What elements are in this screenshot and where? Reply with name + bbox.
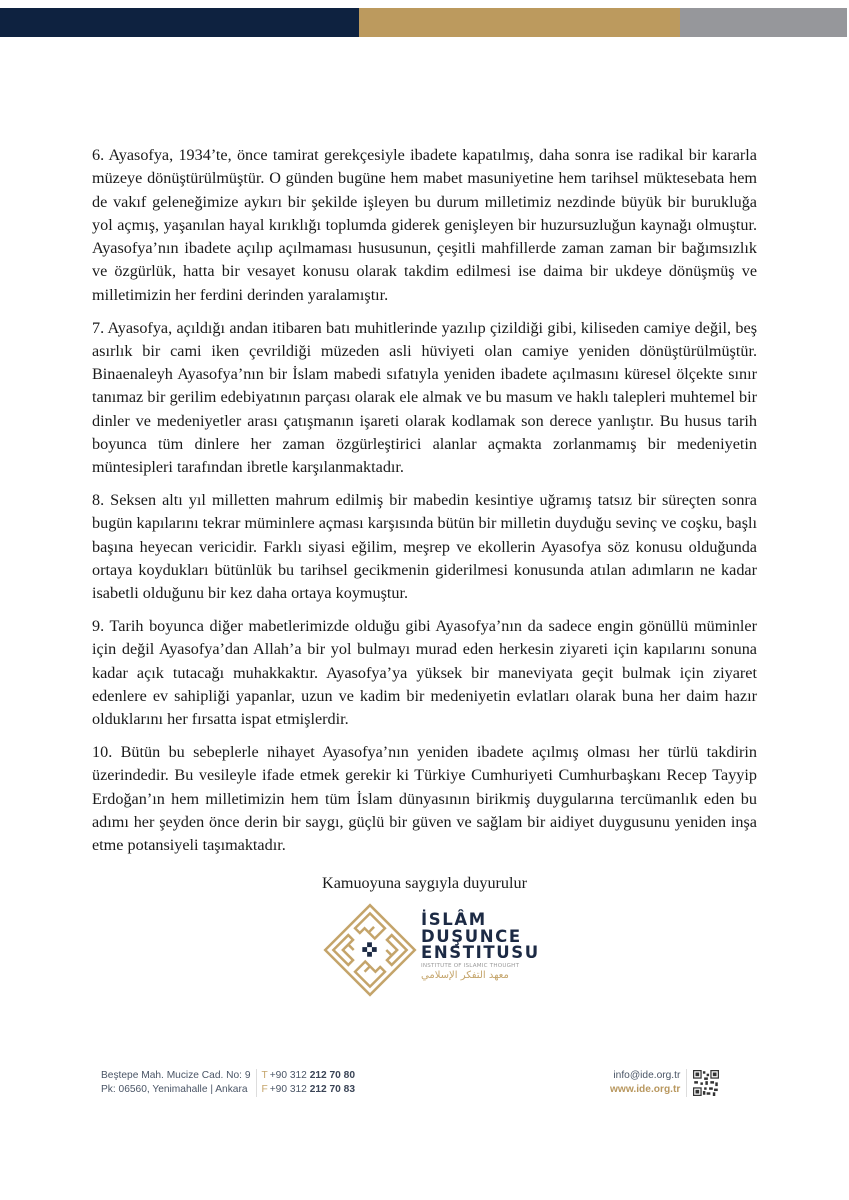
footer-fax [262,1083,356,1097]
header-color-bar [0,8,847,37]
fax-prefix: +90 312 [269,1084,307,1095]
footer-phone [262,1069,356,1083]
logo-arabic-name: معهد التفكر الإسلامي [421,969,509,981]
logo-line-enstitusu: ENSTITUSU [421,943,540,962]
closing-statement: Kamuoyuna saygıyla duyurulur [322,874,527,892]
header-bar-gold [359,8,680,37]
paragraph-6: 6. Ayasofya, 1934’te, önce tamirat gerekçesiyle ibadete kapatılmış, daha sonra ise radikal bir kararla müzeye dönüştürülmüştür. O günden bugüne hem mabet masuniyetine hem tarihsel müktesebata hem de vakıf geleneğimize aykırı bir şekilde işleyen bu durum milletimiz nezdinde büyük bir burukluğa yol açmış, yaşanılan hayal kırıklığı toplumda giderek genişleyen bir huzursuzluğun kaynağı olmuştur. Ayasofya’nın ibadete açılıp açılmaması hususunun, çeşitli mahfillerde zaman zaman bir bağımsızlık ve özgürlük, hatta bir vesayet konusu olarak takdim edilmesi ise daima bir ukdeye dönüşmüş ve milletimizin her ferdini derinden yaralamıştır. [92,146,757,304]
kufic-square-logo-icon [322,902,418,998]
qr-code-icon [693,1070,719,1096]
footer-email-link[interactable]: info@ide.org.tr [613,1070,681,1081]
document-body [92,144,757,867]
phone-label: T [261,1070,268,1081]
institute-logo [322,902,540,1000]
footer-website-link[interactable]: www.ide.org.tr [610,1084,681,1095]
fax-label: F [261,1084,268,1095]
paragraph-7: 7. Ayasofya, açıldığı andan itibaren batı muhitlerinde yazılıp çizildiği gibi, kiliseden camiye değil, beş asırlık bir cami iken çevrildiği müzeden asli hüviyeti olan camiye yeniden dönüştürülmüştür. Binaenaleyh Ayasofya’nın bir İslam mabedi sıfatıyla yeniden ibadete açılmasını küresel ölçekte sınır tanımaz bir gerilim edebiyatının parçası olarak ele almak ve bu masum ve haklı talepleri muhtemel bir dinler ve medeniyetler arası çatışmanın işareti olarak kodlamak son derece yanlıştır. Bu husus tarih boyunca tüm dinlere her zaman özgürleştirici alanlar açmakta zorlanmamış bir medeniyetin müntesipleri tarafından ibretle karşılanmaktadır. [92,318,757,477]
logo-wordmark [421,912,540,981]
phone-prefix: +90 312 [269,1070,307,1081]
logo-english-name: INSTITUTE OF ISLAMIC THOUGHT [421,962,520,969]
paragraph-10: 10. Bütün bu sebeplerle nihayet Ayasofya’nın yeniden ibadete açılmış olması her türlü takdirin üzerindedir. Bu vesileyle ifade etmek gerekir ki Türkiye Cumhuriyeti Cumhurbaşkanı Recep Tayyip Erdoğan’ın hem milletimizin hem tüm İslam dünyasının birikmiş duygularına tercümanlık eden bu adımı her şeyden önce derin bir saygı, güçlü bir güven ve sağlam bir aidiyet duygusunu yeniden inşa etme potansiyeli taşımaktadır. [92,743,757,855]
fax-number: 212 70 83 [309,1084,356,1095]
footer-address-line2: Pk: 06560, Yenimahalle | Ankara [101,1084,248,1095]
paragraph-8: 8. Seksen altı yıl milletten mahrum edilmiş bir mabedin kesintiye uğramış tatsız bir süreçten sonra bugün kapılarını tekrar müminlere açması karşısında bütün bir milletin duyduğu sevinç ve coşku, başlı başına heyecan vericidir. Farklı siyasi eğilim, meşrep ve ekollerin Ayasofya söz konusu olduğunda ortaya koydukları bütünlük bu tarihsel gecikmenin giderilmesi konusunda atılan adımların ne kadar isabetli olduğunu bir kez daha ortaya koymuştur. [92,491,757,603]
footer-contact-block [610,1069,719,1097]
phone-number: 212 70 80 [309,1070,356,1081]
footer-address-block [101,1069,355,1097]
header-bar-navy [0,8,359,37]
footer-address-line1: Beştepe Mah. Mucize Cad. No: 9 [101,1070,251,1081]
logo-line-islam: İSLÂM [421,910,487,929]
header-bar-gray [680,8,847,37]
paragraph-9: 9. Tarih boyunca diğer mabetlerimizde olduğu gibi Ayasofya’nın da sadece engin gönüllü müminler için değil Ayasofya’dan Allah’a bir yol bulmayı murad eden herkesin ziyareti için kapılarını sonuna kadar açık tutacağı muhakkaktır. Ayasofya’ya yüksek bir maneviyata geçit bulmak için ziyaret edenlere ev sahipliği yapanlar, uzun ve kadim bir medeniyetin evlatları olarak buna her daim hazır olduklarını her fırsatta ispat etmişlerdir. [92,617,757,729]
logo-line-dusunce: DUŞUNCE [421,926,522,946]
